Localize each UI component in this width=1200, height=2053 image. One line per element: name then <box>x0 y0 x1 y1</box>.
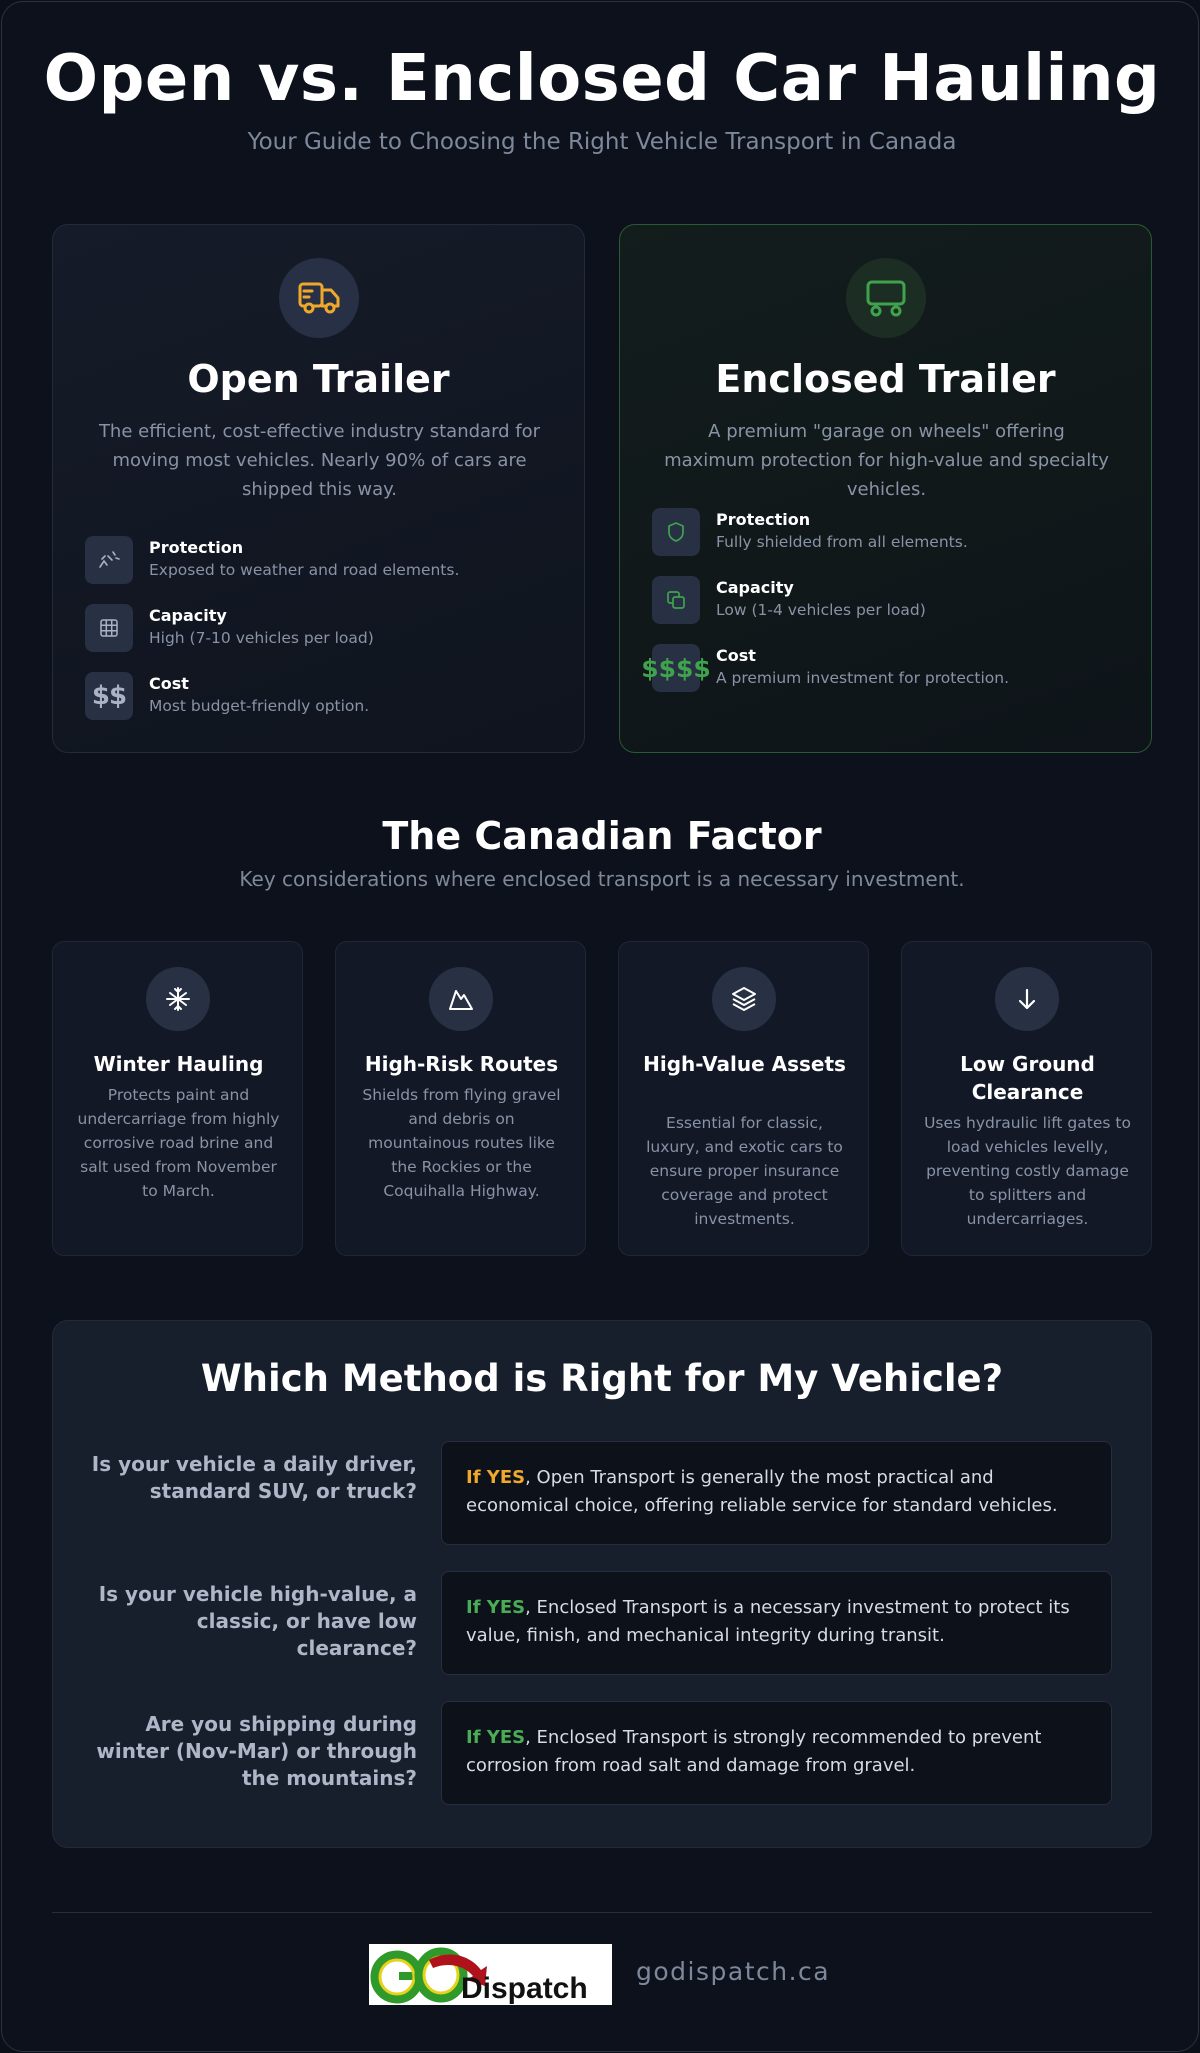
open-trailer-card <box>52 224 585 753</box>
feature-name: Capacity <box>716 578 794 597</box>
dollar-icon: $$ <box>85 672 133 720</box>
factor-text: Uses hydraulic lift gates to load vehicles levelly, preventing costly damage to splitters and undercarriages. <box>924 1114 1131 1228</box>
factor-card-routes <box>335 941 586 1256</box>
feature-text: A premium investment for protection. <box>716 669 1009 687</box>
method-question: Are you shipping during winter (Nov-Mar) or through the mountains? <box>96 1712 417 1790</box>
feature-name: Capacity <box>149 606 227 625</box>
open-trailer-title: Open Trailer <box>187 357 450 401</box>
method-answer <box>441 1571 1112 1675</box>
feature-name: Protection <box>149 538 244 557</box>
enclosed-trailer-card <box>619 224 1152 753</box>
method-title: Which Method is Right for My Vehicle? <box>200 1357 1004 1400</box>
mountain-icon <box>429 967 493 1031</box>
factor-title: High-Risk Routes <box>364 1052 559 1076</box>
open-trailer-description: The efficient, cost-effective industry standard for moving most vehicles. Nearly 90% of cars are shipped this way. <box>98 421 541 500</box>
feature-text: Most budget-friendly option. <box>149 697 370 715</box>
feature-capacity <box>652 576 1122 624</box>
weather-icon <box>85 536 133 584</box>
feature-capacity <box>85 604 555 652</box>
shield-icon <box>652 508 700 556</box>
feature-cost <box>85 672 555 720</box>
page-title: Open vs. Enclosed Car Hauling <box>43 42 1161 116</box>
method-answer <box>441 1441 1112 1545</box>
canadian-factor-subtitle: Key considerations where enclosed transport is a necessary investment. <box>239 867 965 891</box>
feature-text: Low (1-4 vehicles per load) <box>716 601 926 619</box>
enclosed-trailer-description: A premium "garage on wheels" offering maximum protection for high-value and specialty vehicles. <box>664 421 1109 500</box>
factor-card-clearance <box>901 941 1152 1256</box>
factor-card-assets <box>618 941 869 1256</box>
answer-text: , Open Transport is generally the most practical and economical choice, offering reliable service for standard vehicles. <box>466 1467 1058 1516</box>
feature-name: Cost <box>149 674 189 693</box>
if-yes-label: If YES <box>466 1467 526 1488</box>
dollar-icon: $$$$ <box>652 644 700 692</box>
answer-text: , Enclosed Transport is strongly recommended to prevent corrosion from road salt and damage from gravel. <box>466 1727 1042 1776</box>
if-yes-label: If YES <box>466 1727 526 1748</box>
if-yes-label: If YES <box>466 1597 526 1618</box>
grid-icon <box>85 604 133 652</box>
website-link[interactable]: godispatch.ca <box>636 1957 831 1986</box>
trailer-icon <box>846 258 926 338</box>
factor-title: Winter Hauling <box>93 1052 264 1076</box>
feature-name: Cost <box>716 646 756 665</box>
feature-text: High (7-10 vehicles per load) <box>149 629 374 647</box>
svg-text:Dispatch: Dispatch <box>461 1972 588 2005</box>
feature-protection <box>85 536 555 584</box>
method-section <box>52 1320 1152 1848</box>
infographic-frame <box>1 1 1199 2052</box>
go-dispatch-logo[interactable] <box>369 1944 612 2005</box>
feature-name: Protection <box>716 510 811 529</box>
footer-divider <box>52 1912 1152 1913</box>
factor-text: Protects paint and undercarriage from highly corrosive road brine and salt used from November to March. <box>77 1086 280 1200</box>
method-question: Is your vehicle a daily driver, standard SUV, or truck? <box>91 1452 417 1503</box>
page-subtitle: Your Guide to Choosing the Right Vehicle Transport in Canada <box>247 129 957 155</box>
factor-card-winter <box>52 941 303 1256</box>
answer-text: , Enclosed Transport is a necessary investment to protect its value, finish, and mechanical integrity during transit. <box>466 1597 1070 1646</box>
method-answer <box>441 1701 1112 1805</box>
factor-text: Essential for classic, luxury, and exotic cars to ensure proper insurance coverage and protect investments. <box>646 1114 843 1228</box>
feature-cost <box>641 644 1122 692</box>
snowflake-icon <box>146 967 210 1031</box>
arrow-down-icon <box>995 967 1059 1031</box>
copy-icon <box>652 576 700 624</box>
truck-icon <box>279 258 359 338</box>
canadian-factor-title: The Canadian Factor <box>382 814 822 858</box>
factor-text: Shields from flying gravel and debris on mountainous routes like the Rockies or the Coquihalla Highway. <box>362 1086 561 1200</box>
enclosed-trailer-title: Enclosed Trailer <box>715 357 1056 401</box>
feature-text: Fully shielded from all elements. <box>716 533 968 551</box>
feature-protection <box>652 508 1122 556</box>
layers-icon <box>712 967 776 1031</box>
feature-text: Exposed to weather and road elements. <box>149 561 460 579</box>
method-question: Is your vehicle high-value, a classic, or have low clearance? <box>98 1582 417 1660</box>
factor-title: High-Value Assets <box>643 1052 846 1076</box>
factor-title: Low Ground Clearance <box>960 1052 1095 1104</box>
